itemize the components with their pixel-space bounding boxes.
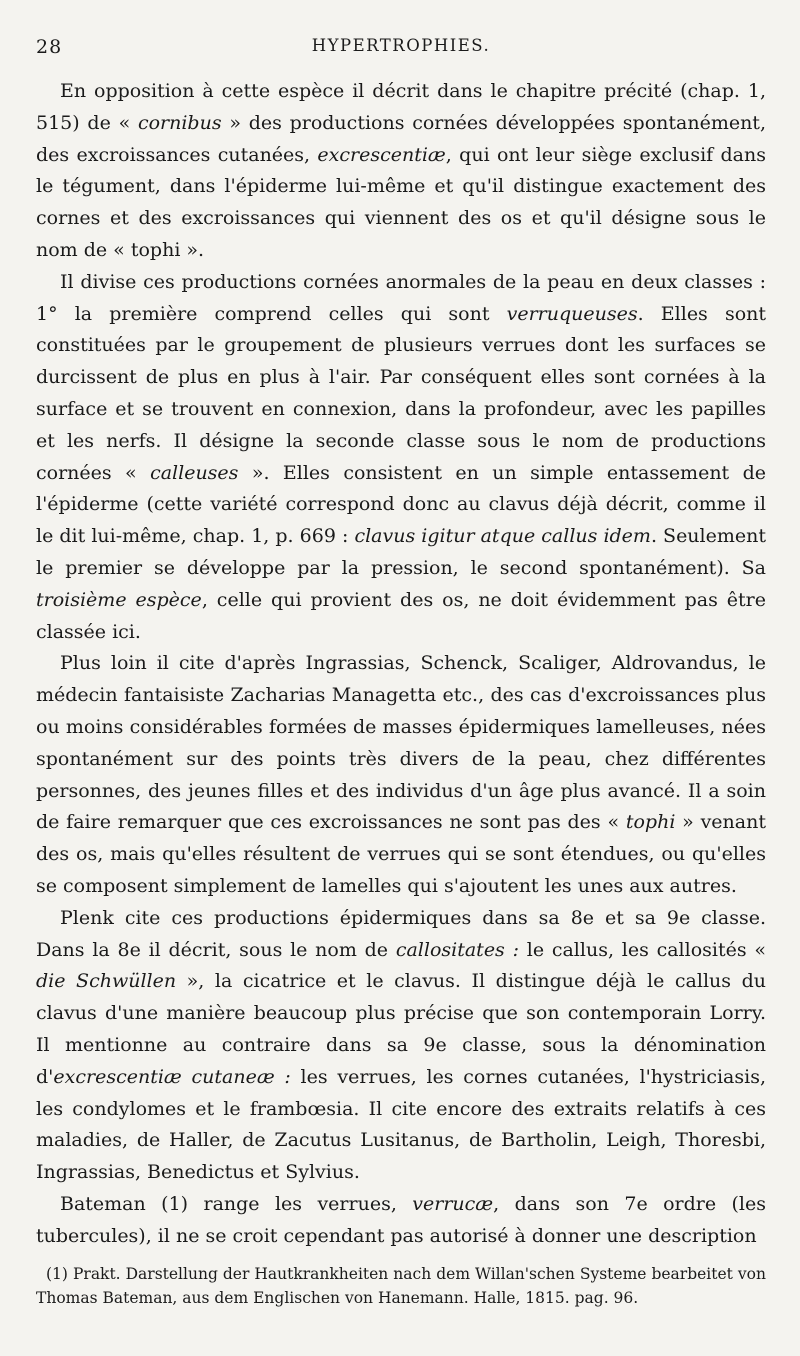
italic-term: verruqueuses (506, 302, 638, 325)
italic-term: troisième espèce (36, 588, 202, 611)
text-run: », la cicatrice et le clavus. Il distingue déjà le callus du clavus d'une manière beaucoup plus précise que son contemporain Lorry. Il mentionne au contraire dans sa 9e classe, sous la dénomination d' (36, 970, 766, 1088)
page-number: 28 (36, 36, 63, 58)
text-run: Bateman (1) range les verrues, (60, 1192, 413, 1215)
text-run: . Seulement le premier se développe par la pression, le second spontanément). Sa (36, 525, 767, 579)
text-run: » venant des os, mais qu'elles résultent de verrues qui se sont étendues, ou qu'elles se composent simplement de lamelles qui s'ajoutent les unes aux autres. (36, 811, 766, 897)
text-run: ». Elles consistent en un simple entassement de l'épiderme (cette variété correspond donc au clavus déjà décrit, comme il le dit lui-même, chap. 1, p. 669 : (36, 461, 767, 548)
text-run: les verrues, les cornes cutanées, l'hystriciasis, les condylomes et le frambœsia. Il cite encore des extraits relatifs à ces maladies, de Haller, de Zacutus Lusitanus, de Bartholin, Leigh, Thoresbi, Ingrassias, Benedictus et Sylvius. (36, 1065, 766, 1184)
running-title: HYPERTROPHIES. (311, 36, 491, 55)
text-run: . Elles sont constituées par le groupement de plusieurs verrues dont les surfaces se durcissent de plus en plus à l'air. Par conséquent elles sont cornées à la surface et se trouvent en connexion, dans la profondeur, avec les papilles et les nerfs. Il désigne la seconde classe sous le nom de productions cornées « (36, 302, 766, 484)
paragraph (36, 1189, 766, 1253)
text-run: » des productions cornées développées spontanément, des excroissances cutanées, (36, 111, 766, 166)
italic-term: verrucæ (412, 1192, 494, 1215)
italic-term: callositates : (395, 938, 519, 961)
italic-term: excrescentiæ cutaneæ : (53, 1065, 291, 1088)
text-run: , qui ont leur siège exclusif dans le tégument, dans l'épiderme lui-même et qu'il distingue exactement des cornes et des excroissances qui viennent des os et qu'il désigne sous le nom de « tophi ». (36, 143, 766, 261)
italic-term: die Schwüllen (36, 970, 177, 993)
text-run: Plus loin il cite d'après Ingrassias, Schenck, Scaliger, Aldrovandus, le médecin fantaisiste Zacharias Managetta etc., des cas d'excroissances plus ou moins considérables formées de masses épidermiques lamelleuses, nées spontanément sur des points très divers de la peau, chez différentes personnes, des jeunes filles et des individus d'un âge plus avancé. Il a soin de faire remarquer que ces excroissances ne sont pas des « (36, 652, 766, 834)
text-run: le callus, les callosités « (518, 938, 767, 961)
italic-term: clavus igitur atque callus idem (354, 525, 651, 548)
text-run: En opposition à cette espèce il décrit dans le chapitre précité (chap. 1, 515) de « (36, 80, 766, 134)
paragraph (36, 267, 766, 649)
italic-term: excrescentiæ (317, 143, 446, 166)
text-run: , celle qui provient des os, ne doit évidemment pas être classée ici. (36, 588, 766, 643)
text-run: , dans son 7e ordre (les tubercules), il ne se croit cependant pas autorisé à donner une description (36, 1192, 767, 1247)
page-header (36, 36, 766, 64)
paragraph (36, 903, 766, 1189)
text-run: Plenk cite ces productions épidermiques dans sa 8e et sa 9e classe. Dans la 8e il décrit, sous le nom de (36, 906, 766, 961)
text-run: Il divise ces productions cornées anormales de la peau en deux classes : 1° la première comprend celles qui sont (36, 270, 766, 325)
paragraph (36, 76, 766, 267)
paragraph (36, 648, 766, 902)
italic-term: tophi (625, 811, 676, 834)
body-text (36, 76, 766, 1252)
footnote: (1) Prakt. Darstellung der Hautkrankheiten nach dem Willan'schen Systeme bearbeitet von Thomas Bateman, aus dem Englischen von Hanemann. Halle, 1815. pag. 96. (36, 1265, 766, 1308)
book-page (36, 36, 766, 1310)
italic-term: calleuses (150, 461, 239, 484)
italic-term: cornibus (137, 111, 222, 134)
